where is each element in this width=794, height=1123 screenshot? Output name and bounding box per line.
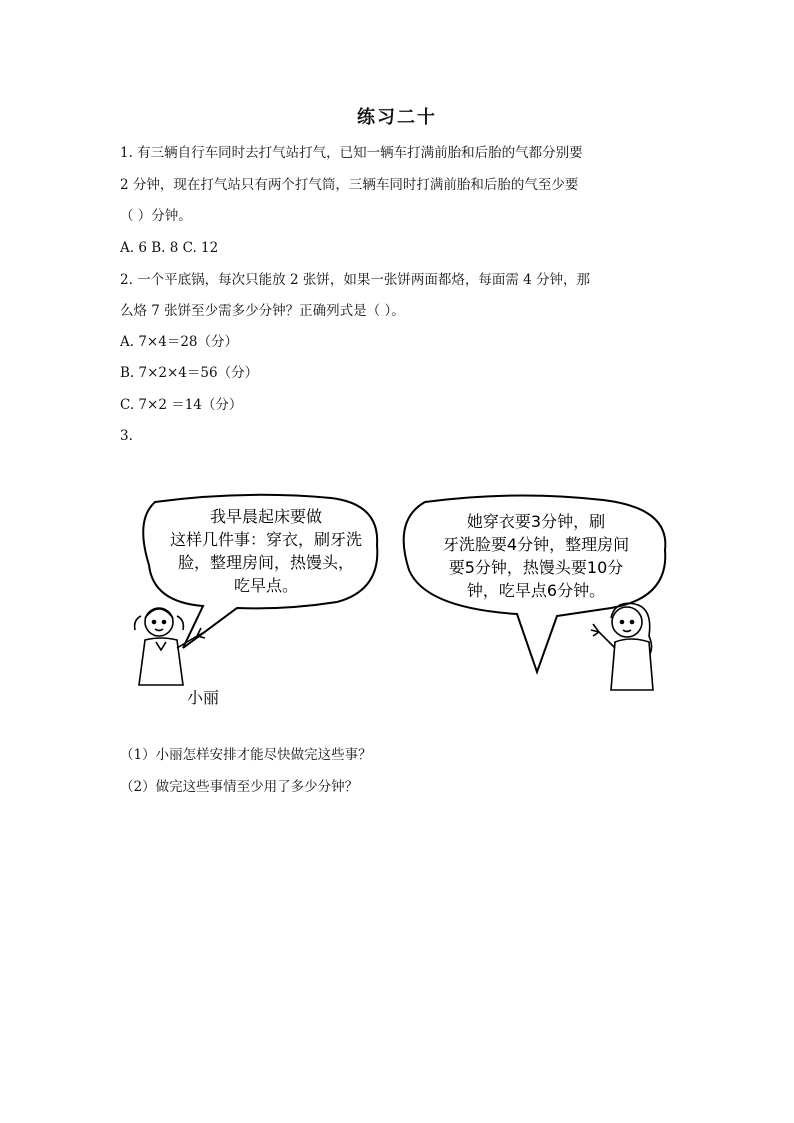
q1-line2: 2 分钟，现在打气站只有两个打气筒，三辆车同时打满前胎和后胎的气至少要	[120, 177, 579, 193]
woman-figure	[591, 603, 653, 690]
q2-line1: 2. 一个平底锅，每次只能放 2 张饼，如果一张饼两面都烙，每面需 4 分钟，那	[120, 272, 591, 288]
q1-line3: （ ）分钟。	[120, 208, 192, 224]
girl-name-label: 小丽	[187, 688, 220, 707]
q1-options: A. 6 B. 8 C. 12	[120, 240, 219, 256]
left-bubble-text	[155, 505, 377, 597]
page-title: 练习二十	[357, 107, 437, 128]
left-bubble-line: 吃早点。	[233, 576, 298, 595]
q2-option-c: C. 7×2 ＝14（分）	[120, 397, 243, 413]
girl-xiaoli-figure	[135, 608, 205, 685]
right-bubble-line: 要5分钟，热馒头要10分	[448, 558, 624, 577]
right-bubble-line: 她穿衣要3分钟，刷	[466, 512, 606, 531]
q2-option-a: A. 7×4＝28（分）	[120, 334, 238, 350]
q1-line1: 1. 有三辆自行车同时去打气站打气，已知一辆车打满前胎和后胎的气都分别要	[120, 145, 583, 161]
q3-sub1: （1）小丽怎样安排才能尽快做完这些事？	[120, 747, 372, 763]
right-bubble-line: 钟，吃早点6分钟。	[466, 581, 606, 600]
left-bubble-line: 我早晨起床要做	[209, 507, 322, 526]
q3-illustration	[125, 490, 680, 710]
right-bubble-line: 牙洗脸要4分钟，整理房间	[442, 535, 630, 554]
q2-line2: 么烙 7 张饼至少需多少分钟？正确列式是（ ）。	[120, 303, 405, 319]
left-bubble-line: 这样几件事：穿衣，刷牙洗	[169, 530, 362, 549]
q2-option-b: B. 7×2×4＝56（分）	[120, 365, 259, 381]
q3-number: 3.	[120, 428, 133, 444]
right-bubble-text	[407, 510, 665, 602]
q3-sub2: （2）做完这些事情至少用了多少分钟？	[120, 779, 359, 795]
left-bubble-line: 脸，整理房间，热馒头，	[177, 553, 354, 572]
